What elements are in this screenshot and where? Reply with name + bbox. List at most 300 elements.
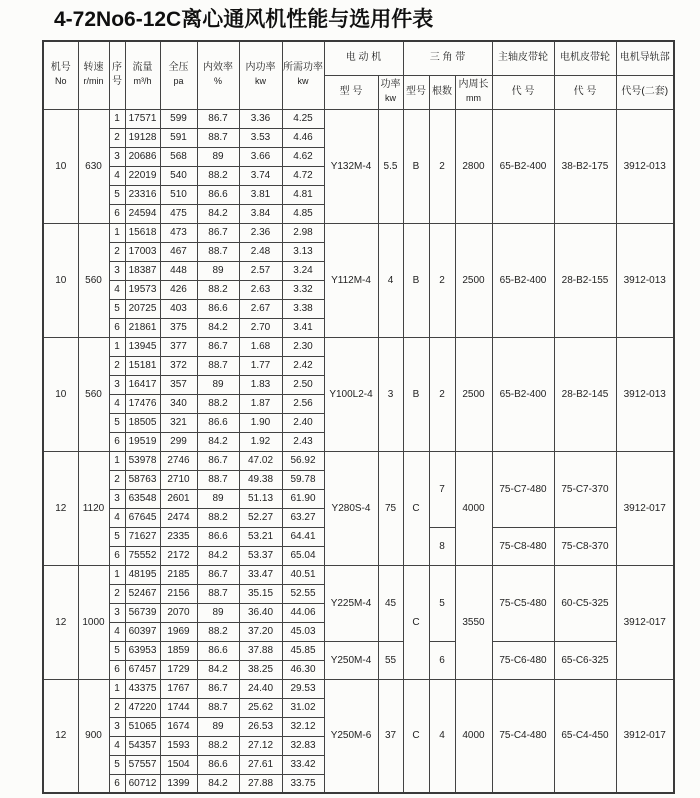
cell-rail-code: 3912-013 (616, 337, 674, 451)
cell-motor-pulley-code: 28-B2-145 (554, 337, 616, 451)
cell-flow: 60397 (125, 622, 160, 641)
cell-pressure: 372 (160, 356, 197, 375)
cell-motor-power: 45 (378, 565, 403, 641)
cell-efficiency: 86.7 (197, 109, 239, 128)
cell-flow: 52467 (125, 584, 160, 603)
cell-required-power: 4.72 (282, 166, 324, 185)
cell-pressure: 591 (160, 128, 197, 147)
cell-pressure: 2335 (160, 527, 197, 546)
cell-pressure: 1729 (160, 660, 197, 679)
table-row (43, 679, 674, 698)
cell-efficiency: 86.7 (197, 223, 239, 242)
cell-motor-model: Y225M-4 (324, 565, 378, 641)
cell-flow: 17476 (125, 394, 160, 413)
cell-seq: 4 (109, 166, 125, 185)
col-header-spindle-code: 代 号 (492, 75, 554, 109)
cell-required-power: 2.56 (282, 394, 324, 413)
power-unit: kw (255, 76, 266, 87)
cell-required-power: 40.51 (282, 565, 324, 584)
cell-pressure: 1744 (160, 698, 197, 717)
cell-belt-length: 2500 (455, 223, 492, 337)
cell-internal-power: 1.68 (239, 337, 282, 356)
cell-flow: 18505 (125, 413, 160, 432)
cell-internal-power: 52.27 (239, 508, 282, 527)
cell-efficiency: 88.2 (197, 508, 239, 527)
flow-unit: m³/h (133, 76, 152, 87)
cell-efficiency: 89 (197, 375, 239, 394)
col-header-efficiency (197, 41, 239, 109)
table-row (43, 223, 674, 242)
cell-efficiency: 86.7 (197, 337, 239, 356)
cell-seq: 5 (109, 299, 125, 318)
cell-belt-type: C (403, 451, 429, 565)
cell-flow: 19573 (125, 280, 160, 299)
cell-motor-model: Y250M-4 (324, 641, 378, 679)
cell-internal-power: 35.15 (239, 584, 282, 603)
cell-required-power: 4.85 (282, 204, 324, 223)
cell-internal-power: 53.37 (239, 546, 282, 565)
cell-machine-no: 10 (43, 223, 78, 337)
cell-motor-power: 4 (378, 223, 403, 337)
cell-belt-count: 2 (429, 337, 455, 451)
cell-motor-power: 75 (378, 451, 403, 565)
col-group-spindle-pulley: 主轴皮带轮 (492, 41, 554, 75)
machine-no-label: 机号 (50, 61, 71, 73)
cell-machine-no: 12 (43, 679, 78, 793)
cell-pressure: 1399 (160, 774, 197, 793)
cell-internal-power: 24.40 (239, 679, 282, 698)
table-header (43, 41, 674, 109)
cell-flow: 24594 (125, 204, 160, 223)
cell-internal-power: 33.47 (239, 565, 282, 584)
cell-seq: 5 (109, 185, 125, 204)
col-header-flow (125, 41, 160, 109)
cell-motor-pulley-code: 60-C5-325 (554, 565, 616, 641)
cell-belt-type: C (403, 679, 429, 793)
cell-seq: 4 (109, 622, 125, 641)
cell-efficiency: 84.2 (197, 318, 239, 337)
cell-motor-model: Y280S-4 (324, 451, 378, 565)
cell-seq: 3 (109, 375, 125, 394)
cell-flow: 20686 (125, 147, 160, 166)
cell-required-power: 32.83 (282, 736, 324, 755)
cell-pressure: 2185 (160, 565, 197, 584)
cell-belt-count: 4 (429, 679, 455, 793)
cell-efficiency: 86.7 (197, 679, 239, 698)
cell-required-power: 46.30 (282, 660, 324, 679)
cell-motor-pulley-code: 65-C4-450 (554, 679, 616, 793)
cell-required-power: 4.81 (282, 185, 324, 204)
cell-pressure: 321 (160, 413, 197, 432)
cell-spindle-pulley-code: 75-C8-480 (492, 527, 554, 565)
cell-seq: 2 (109, 242, 125, 261)
cell-pressure: 1767 (160, 679, 197, 698)
cell-flow: 48195 (125, 565, 160, 584)
cell-motor-model: Y132M-4 (324, 109, 378, 223)
cell-spindle-pulley-code: 65-B2-400 (492, 109, 554, 223)
cell-belt-type: B (403, 223, 429, 337)
cell-required-power: 52.55 (282, 584, 324, 603)
cell-pressure: 299 (160, 432, 197, 451)
cell-belt-count: 5 (429, 565, 455, 641)
cell-internal-power: 3.81 (239, 185, 282, 204)
cell-internal-power: 25.62 (239, 698, 282, 717)
cell-seq: 5 (109, 527, 125, 546)
cell-motor-pulley-code: 28-B2-155 (554, 223, 616, 337)
cell-pressure: 475 (160, 204, 197, 223)
cell-pressure: 403 (160, 299, 197, 318)
cell-required-power: 4.46 (282, 128, 324, 147)
col-header-motor-model: 型 号 (324, 75, 378, 109)
cell-required-power: 29.53 (282, 679, 324, 698)
col-group-belt: 三 角 带 (403, 41, 492, 75)
cell-flow: 43375 (125, 679, 160, 698)
pressure-unit: pa (173, 76, 184, 87)
cell-internal-power: 26.53 (239, 717, 282, 736)
motor-power-label: 功率 (380, 78, 401, 90)
required-power-unit: kw (297, 76, 309, 87)
cell-seq: 2 (109, 128, 125, 147)
cell-seq: 5 (109, 641, 125, 660)
col-header-power (239, 41, 282, 109)
cell-internal-power: 51.13 (239, 489, 282, 508)
speed-unit: r/min (83, 76, 104, 87)
cell-efficiency: 84.2 (197, 432, 239, 451)
cell-pressure: 448 (160, 261, 197, 280)
cell-internal-power: 1.77 (239, 356, 282, 375)
col-header-speed (78, 41, 109, 109)
cell-pressure: 426 (160, 280, 197, 299)
cell-flow: 67457 (125, 660, 160, 679)
cell-motor-pulley-code: 65-C6-325 (554, 641, 616, 679)
cell-belt-type: B (403, 337, 429, 451)
belt-length-unit: mm (466, 93, 481, 103)
cell-internal-power: 2.63 (239, 280, 282, 299)
cell-motor-power: 55 (378, 641, 403, 679)
col-header-required-power (282, 41, 324, 109)
cell-required-power: 2.50 (282, 375, 324, 394)
cell-pressure: 1674 (160, 717, 197, 736)
cell-flow: 18387 (125, 261, 160, 280)
cell-spindle-pulley-code: 75-C4-480 (492, 679, 554, 793)
cell-efficiency: 84.2 (197, 546, 239, 565)
cell-pressure: 2746 (160, 451, 197, 470)
cell-seq: 1 (109, 679, 125, 698)
col-header-belt-model: 型号 (403, 75, 429, 109)
cell-seq: 3 (109, 717, 125, 736)
cell-flow: 54357 (125, 736, 160, 755)
cell-belt-count: 8 (429, 527, 455, 565)
motor-power-unit: kw (385, 93, 396, 103)
cell-seq: 6 (109, 432, 125, 451)
cell-internal-power: 27.61 (239, 755, 282, 774)
power-label: 内功率 (245, 61, 276, 73)
cell-pressure: 568 (160, 147, 197, 166)
cell-internal-power: 37.20 (239, 622, 282, 641)
cell-efficiency: 86.6 (197, 755, 239, 774)
cell-internal-power: 2.57 (239, 261, 282, 280)
cell-seq: 4 (109, 508, 125, 527)
cell-required-power: 2.43 (282, 432, 324, 451)
cell-machine-no: 12 (43, 565, 78, 679)
cell-efficiency: 89 (197, 147, 239, 166)
cell-internal-power: 49.38 (239, 470, 282, 489)
cell-speed: 1120 (78, 451, 109, 565)
cell-seq: 6 (109, 774, 125, 793)
cell-internal-power: 1.92 (239, 432, 282, 451)
cell-belt-count: 2 (429, 109, 455, 223)
cell-flow: 57557 (125, 755, 160, 774)
cell-flow: 71627 (125, 527, 160, 546)
cell-flow: 56739 (125, 603, 160, 622)
cell-flow: 21861 (125, 318, 160, 337)
cell-efficiency: 84.2 (197, 774, 239, 793)
cell-required-power: 2.40 (282, 413, 324, 432)
efficiency-unit: % (213, 76, 222, 87)
table-body (43, 109, 674, 793)
belt-length-label: 内周长 (458, 78, 489, 90)
cell-efficiency: 88.7 (197, 128, 239, 147)
cell-required-power: 45.03 (282, 622, 324, 641)
col-group-motor: 电 动 机 (324, 41, 403, 75)
cell-motor-pulley-code: 75-C8-370 (554, 527, 616, 565)
cell-seq: 6 (109, 546, 125, 565)
cell-speed: 900 (78, 679, 109, 793)
table-row (43, 641, 674, 660)
cell-efficiency: 86.7 (197, 451, 239, 470)
cell-internal-power: 3.36 (239, 109, 282, 128)
cell-pressure: 2172 (160, 546, 197, 565)
cell-pressure: 599 (160, 109, 197, 128)
cell-efficiency: 88.2 (197, 622, 239, 641)
cell-motor-model: Y100L2-4 (324, 337, 378, 451)
cell-motor-power: 37 (378, 679, 403, 793)
cell-required-power: 3.32 (282, 280, 324, 299)
cell-motor-model: Y112M-4 (324, 223, 378, 337)
required-power-label: 所需功率 (283, 61, 323, 73)
cell-speed: 630 (78, 109, 109, 223)
cell-internal-power: 1.90 (239, 413, 282, 432)
cell-belt-length: 2500 (455, 337, 492, 451)
cell-efficiency: 86.6 (197, 527, 239, 546)
cell-required-power: 3.13 (282, 242, 324, 261)
col-header-motor-pulley-code: 代 号 (554, 75, 616, 109)
cell-required-power: 4.62 (282, 147, 324, 166)
cell-efficiency: 88.7 (197, 698, 239, 717)
cell-seq: 3 (109, 261, 125, 280)
cell-seq: 4 (109, 280, 125, 299)
cell-seq: 1 (109, 451, 125, 470)
cell-flow: 20725 (125, 299, 160, 318)
cell-belt-count: 2 (429, 223, 455, 337)
cell-internal-power: 53.21 (239, 527, 282, 546)
cell-rail-code: 3912-013 (616, 109, 674, 223)
cell-seq: 3 (109, 603, 125, 622)
cell-efficiency: 84.2 (197, 204, 239, 223)
col-header-rail-code: 代号(二套) (616, 75, 674, 109)
cell-pressure: 340 (160, 394, 197, 413)
cell-pressure: 510 (160, 185, 197, 204)
cell-seq: 2 (109, 470, 125, 489)
cell-flow: 15181 (125, 356, 160, 375)
fan-spec-table (42, 40, 675, 794)
cell-seq: 6 (109, 204, 125, 223)
cell-flow: 63953 (125, 641, 160, 660)
cell-motor-power: 5.5 (378, 109, 403, 223)
cell-efficiency: 86.7 (197, 565, 239, 584)
cell-spindle-pulley-code: 75-C7-480 (492, 451, 554, 527)
pressure-label: 全压 (168, 61, 189, 73)
cell-spindle-pulley-code: 75-C6-480 (492, 641, 554, 679)
cell-seq: 5 (109, 413, 125, 432)
table-row (43, 337, 674, 356)
cell-efficiency: 89 (197, 717, 239, 736)
cell-seq: 2 (109, 356, 125, 375)
cell-flow: 51065 (125, 717, 160, 736)
cell-internal-power: 3.74 (239, 166, 282, 185)
cell-efficiency: 88.2 (197, 280, 239, 299)
cell-flow: 67645 (125, 508, 160, 527)
cell-internal-power: 2.36 (239, 223, 282, 242)
cell-efficiency: 89 (197, 489, 239, 508)
table-row (43, 109, 674, 128)
cell-pressure: 375 (160, 318, 197, 337)
cell-required-power: 2.42 (282, 356, 324, 375)
cell-flow: 47220 (125, 698, 160, 717)
cell-seq: 1 (109, 223, 125, 242)
cell-speed: 560 (78, 337, 109, 451)
cell-belt-length: 2800 (455, 109, 492, 223)
cell-seq: 6 (109, 318, 125, 337)
cell-belt-type: C (403, 565, 429, 679)
cell-pressure: 377 (160, 337, 197, 356)
cell-flow: 17003 (125, 242, 160, 261)
table-row (43, 451, 674, 470)
cell-internal-power: 2.70 (239, 318, 282, 337)
cell-motor-power: 3 (378, 337, 403, 451)
cell-motor-pulley-code: 75-C7-370 (554, 451, 616, 527)
cell-flow: 19519 (125, 432, 160, 451)
cell-efficiency: 86.6 (197, 413, 239, 432)
cell-pressure: 1859 (160, 641, 197, 660)
col-group-rail: 电机导轨部 (616, 41, 674, 75)
cell-flow: 23316 (125, 185, 160, 204)
cell-seq: 2 (109, 584, 125, 603)
cell-efficiency: 89 (197, 261, 239, 280)
cell-pressure: 540 (160, 166, 197, 185)
cell-seq: 4 (109, 394, 125, 413)
cell-required-power: 65.04 (282, 546, 324, 565)
cell-required-power: 2.30 (282, 337, 324, 356)
flow-label: 流量 (132, 61, 153, 73)
col-header-machine-no (43, 41, 78, 109)
cell-internal-power: 47.02 (239, 451, 282, 470)
cell-flow: 16417 (125, 375, 160, 394)
cell-seq: 6 (109, 660, 125, 679)
cell-efficiency: 88.2 (197, 736, 239, 755)
cell-flow: 13945 (125, 337, 160, 356)
cell-required-power: 64.41 (282, 527, 324, 546)
cell-required-power: 3.41 (282, 318, 324, 337)
cell-flow: 22019 (125, 166, 160, 185)
cell-required-power: 33.75 (282, 774, 324, 793)
col-header-pressure (160, 41, 197, 109)
cell-motor-pulley-code: 38-B2-175 (554, 109, 616, 223)
cell-seq: 1 (109, 337, 125, 356)
cell-efficiency: 84.2 (197, 660, 239, 679)
cell-rail-code: 3912-017 (616, 679, 674, 793)
cell-seq: 3 (109, 489, 125, 508)
cell-required-power: 3.38 (282, 299, 324, 318)
col-header-belt-length (455, 75, 492, 109)
cell-internal-power: 1.83 (239, 375, 282, 394)
cell-required-power: 3.24 (282, 261, 324, 280)
cell-internal-power: 27.12 (239, 736, 282, 755)
cell-machine-no: 12 (43, 451, 78, 565)
machine-no-unit: No (54, 76, 67, 87)
cell-efficiency: 86.6 (197, 299, 239, 318)
cell-belt-count: 6 (429, 641, 455, 679)
table-row (43, 565, 674, 584)
cell-belt-length: 4000 (455, 451, 492, 565)
cell-pressure: 2710 (160, 470, 197, 489)
cell-rail-code: 3912-017 (616, 565, 674, 679)
cell-internal-power: 3.53 (239, 128, 282, 147)
cell-spindle-pulley-code: 65-B2-400 (492, 337, 554, 451)
cell-required-power: 33.42 (282, 755, 324, 774)
cell-efficiency: 88.2 (197, 166, 239, 185)
cell-flow: 63548 (125, 489, 160, 508)
cell-seq: 5 (109, 755, 125, 774)
cell-flow: 19128 (125, 128, 160, 147)
cell-belt-length: 4000 (455, 679, 492, 793)
cell-efficiency: 88.7 (197, 242, 239, 261)
cell-belt-length: 3550 (455, 565, 492, 679)
cell-internal-power: 3.84 (239, 204, 282, 223)
cell-required-power: 2.98 (282, 223, 324, 242)
cell-internal-power: 1.87 (239, 394, 282, 413)
efficiency-label: 内效率 (203, 61, 233, 73)
cell-pressure: 2601 (160, 489, 197, 508)
page-title: 4-72No6-12C离心通风机性能与选用件表 (54, 8, 434, 31)
cell-required-power: 45.85 (282, 641, 324, 660)
cell-required-power: 63.27 (282, 508, 324, 527)
cell-flow: 15618 (125, 223, 160, 242)
cell-seq: 3 (109, 147, 125, 166)
cell-efficiency: 86.6 (197, 185, 239, 204)
cell-flow: 58763 (125, 470, 160, 489)
cell-speed: 560 (78, 223, 109, 337)
cell-required-power: 56.92 (282, 451, 324, 470)
cell-flow: 53978 (125, 451, 160, 470)
col-header-seq (109, 41, 125, 109)
cell-internal-power: 36.40 (239, 603, 282, 622)
cell-speed: 1000 (78, 565, 109, 679)
cell-internal-power: 2.67 (239, 299, 282, 318)
cell-rail-code: 3912-013 (616, 223, 674, 337)
cell-pressure: 2070 (160, 603, 197, 622)
cell-internal-power: 38.25 (239, 660, 282, 679)
cell-rail-code: 3912-017 (616, 451, 674, 565)
cell-pressure: 467 (160, 242, 197, 261)
col-header-motor-power (378, 75, 403, 109)
cell-flow: 60712 (125, 774, 160, 793)
cell-required-power: 32.12 (282, 717, 324, 736)
cell-efficiency: 88.2 (197, 394, 239, 413)
cell-flow: 17571 (125, 109, 160, 128)
cell-required-power: 4.25 (282, 109, 324, 128)
cell-belt-type: B (403, 109, 429, 223)
